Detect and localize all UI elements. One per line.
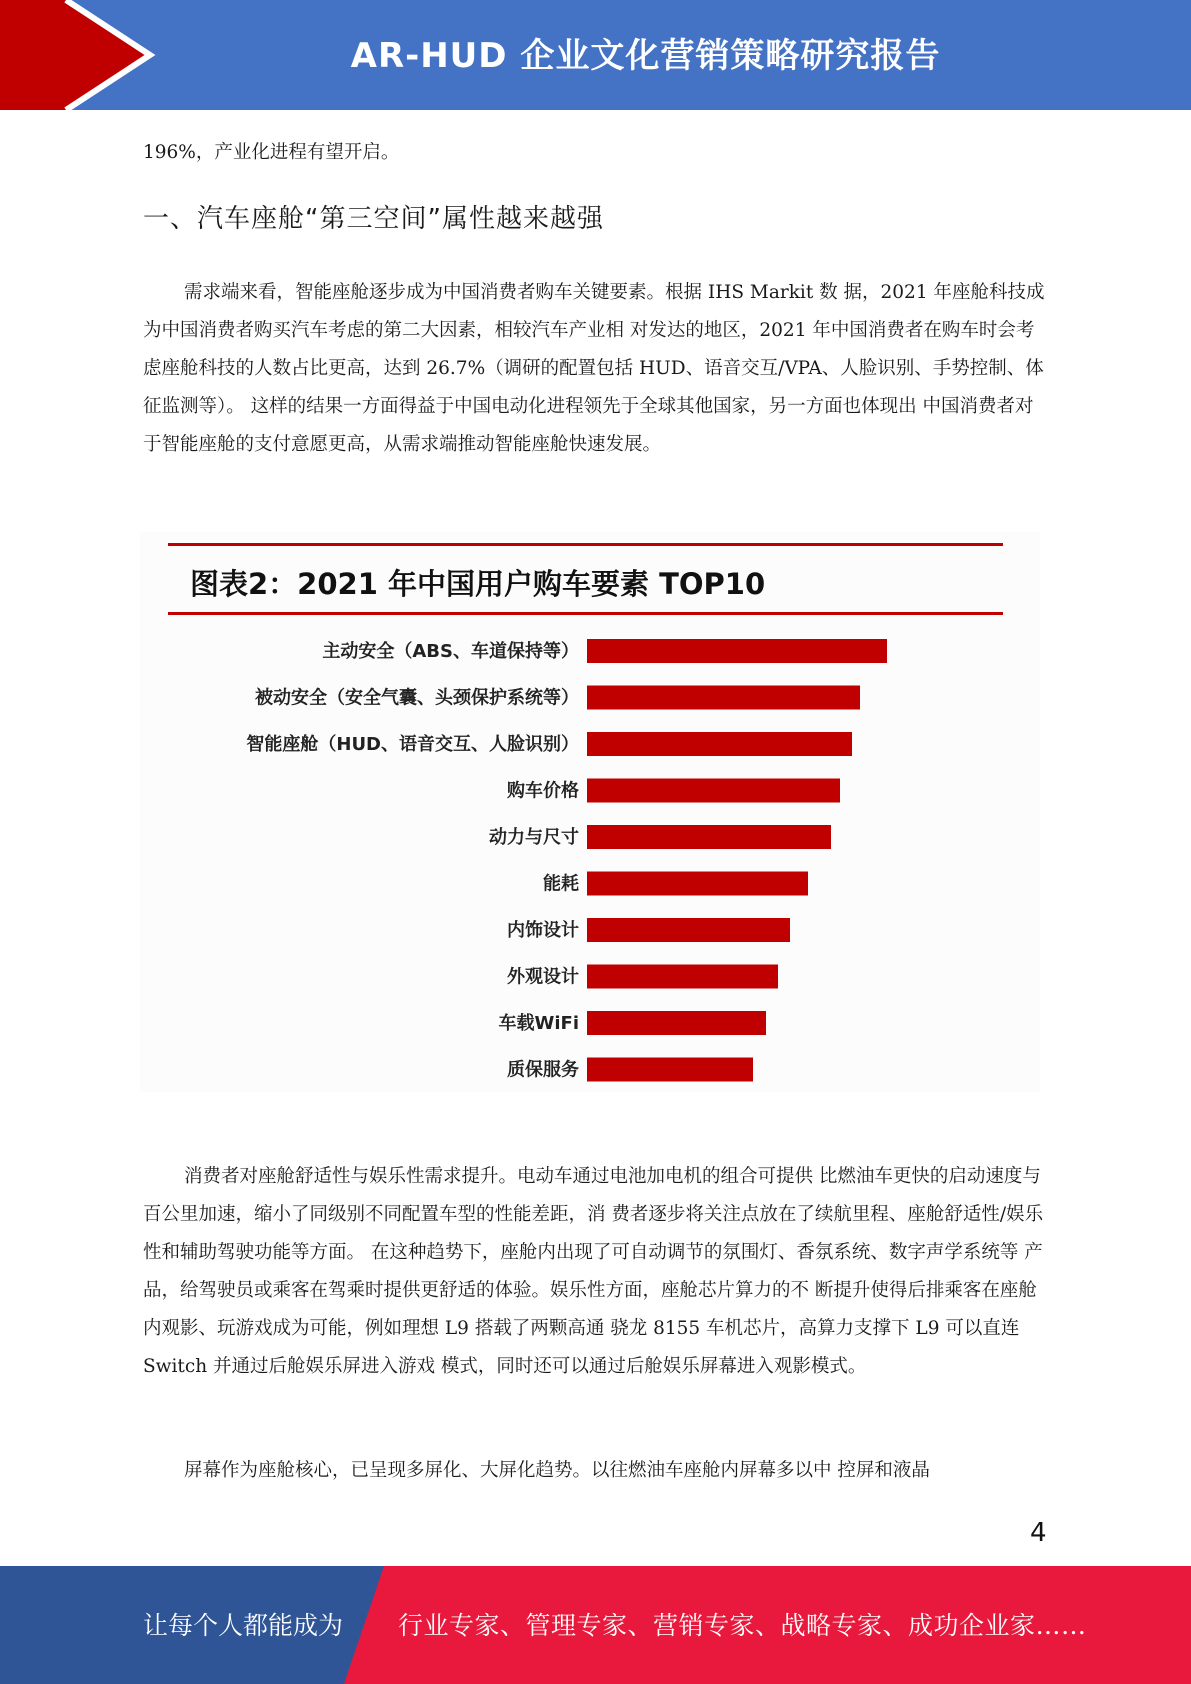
- bar-label: 质保服务: [507, 1059, 579, 1081]
- page-number: 4: [1030, 1518, 1047, 1548]
- bar-label: 车载WiFi: [498, 1013, 579, 1034]
- footer-slogan-left: 让每个人都能成为: [143, 1611, 344, 1640]
- bar-label: 动力与尺寸: [489, 827, 579, 848]
- bar-label: 内饰设计: [507, 920, 579, 941]
- bar: [587, 918, 790, 942]
- bar-label: 主动安全（ABS、车道保持等）: [322, 641, 579, 662]
- bar: [587, 965, 778, 989]
- bar-label: 被动安全（安全气囊、头颈保护系统等）: [255, 687, 579, 709]
- footer-slogan-right: 行业专家、管理专家、营销专家、战略专家、成功企业家……: [398, 1611, 1087, 1640]
- page-header: [0, 0, 1191, 110]
- bar: [587, 639, 887, 663]
- bar: [587, 825, 831, 849]
- bar: [587, 686, 860, 710]
- bar: [587, 779, 840, 803]
- header-title: AR-HUD 企业文化营销策略研究报告: [350, 36, 941, 76]
- bar-label: 外观设计: [507, 966, 579, 988]
- bar: [587, 1058, 753, 1082]
- chart-figure: [140, 532, 1040, 1092]
- bar-label: 能耗: [543, 873, 579, 895]
- intro-fragment: 196%，产业化进程有望开启。: [143, 142, 400, 163]
- page-footer: [0, 1566, 1191, 1684]
- bar: [587, 732, 852, 756]
- section-heading: 一、汽车座舱“第三空间”属性越来越强: [143, 204, 604, 234]
- paragraph-demand: 需求端来看，智能座舱逐步成为中国消费者购车关键要素。根据 IHS Markit 数 据，2021 年座舱科技成为中国消费者购买汽车考虑的第二大因素，相较汽车产业相 对发达的地区，2021 年中国消费者在购车时会考虑座舱科技的人数占比更高，达到 26.7%（调研的配置包括 HUD、语音交互/VPA、人脸识别、手势控制、体征监测等）。 这样的结果一方面得益于中国电动化进程领先于全球其他国家，另一方面也体现出 中国消费者对于智能座舱的支付意愿更高，从需求端推动智能座舱快速发展。: [143, 282, 1045, 455]
- bar: [587, 872, 808, 896]
- paragraph-screens: 屏幕作为座舱核心，已呈现多屏化、大屏化趋势。以往燃油车座舱内屏幕多以中 控屏和液晶: [184, 1460, 930, 1481]
- bar-label: 智能座舱（HUD、语音交互、人脸识别）: [246, 734, 579, 755]
- chart-title: 图表2：2021 年中国用户购车要素 TOP10: [190, 567, 766, 601]
- bar: [587, 1011, 766, 1035]
- bar-label: 购车价格: [507, 780, 579, 802]
- chart-bars-svg: [140, 532, 1040, 1092]
- paragraph-comfort: 消费者对座舱舒适性与娱乐性需求提升。电动车通过电池加电机的组合可提供 比燃油车更快的启动速度与百公里加速，缩小了同级别不同配置车型的性能差距，消 费者逐步将关注点放在了续航里程、座舱舒适性/娱乐性和辅助驾驶功能等方面。 在这种趋势下，座舱内出现了可自动调节的氛围灯、香氛系统、数字声学系统等 产品，给驾驶员或乘客在驾乘时提供更舒适的体验。娱乐性方面，座舱芯片算力的不 断提升使得后排乘客在座舱内观影、玩游戏成为可能，例如理想 L9 搭载了两颗高通 骁龙 8155 车机芯片，高算力支撑下 L9 可以直连 Switch 并通过后舱娱乐屏进入游戏 模式，同时还可以通过后舱娱乐屏幕进入观影模式。: [143, 1166, 1044, 1377]
